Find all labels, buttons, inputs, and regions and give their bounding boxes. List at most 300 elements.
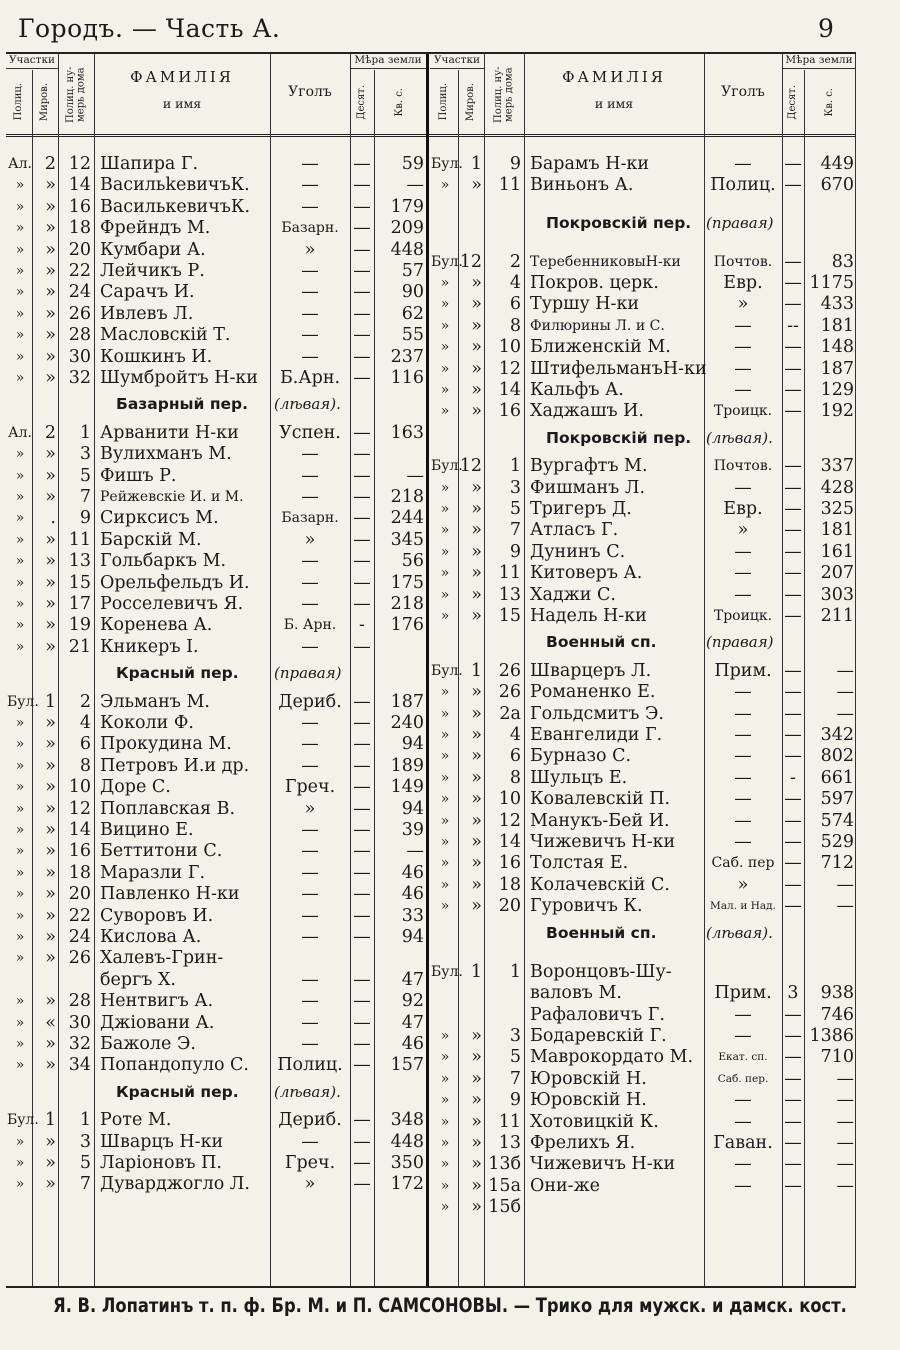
police-district: » <box>15 531 25 548</box>
square-sazhen: 92 <box>401 991 424 1012</box>
owner-name: Хотовицкій К. <box>530 1111 659 1132</box>
table-row <box>6 811 856 832</box>
mera-rule-right <box>782 68 856 69</box>
table-row <box>6 1090 856 1111</box>
owner-name: Дунинъ С. <box>530 541 626 562</box>
square-sazhen: — <box>836 682 854 703</box>
police-district: » <box>440 705 450 722</box>
corner-street: » <box>737 520 749 541</box>
owner-name: Сирксисъ М. <box>100 508 219 529</box>
magistrate-district: » <box>471 294 482 315</box>
square-sazhen: 94 <box>401 734 424 755</box>
magistrate-district: » <box>45 487 56 507</box>
table-row <box>6 359 856 380</box>
house-number: 2 <box>509 251 521 272</box>
table-row <box>6 606 856 627</box>
desyatina: — <box>784 251 802 272</box>
desyatina: — <box>353 1110 371 1131</box>
magistrate-district: 1 <box>470 961 482 982</box>
corner-street: Евр. <box>723 273 763 293</box>
table-row <box>6 542 856 563</box>
house-number: 6 <box>509 294 521 315</box>
square-sazhen: 55 <box>401 325 424 346</box>
table-row <box>6 875 856 896</box>
corner-street: Прим. <box>714 660 772 681</box>
square-sazhen: 303 <box>820 584 854 605</box>
square-sazhen: 345 <box>390 529 424 550</box>
corner-street: — <box>734 541 752 562</box>
owner-name: Ларіоновъ П. <box>100 1153 222 1173</box>
corner-street: — <box>301 927 319 947</box>
corner-street: — <box>734 1111 752 1132</box>
desyatina: — <box>353 239 371 260</box>
table-row <box>6 661 856 682</box>
square-sazhen: 325 <box>820 499 854 519</box>
square-sazhen: 448 <box>390 1131 424 1152</box>
desyatina: — <box>784 1068 802 1089</box>
house-number: 7 <box>509 1068 521 1089</box>
corner-street: — <box>734 477 752 498</box>
table-row <box>6 563 856 584</box>
magistrate-district: 1 <box>470 154 482 174</box>
police-district: » <box>15 1014 25 1031</box>
desyatina: — <box>353 175 371 196</box>
magistrate-district: 1 <box>44 1110 56 1131</box>
police-district: » <box>15 220 25 237</box>
magistrate-district: » <box>45 465 56 486</box>
house-number: 7 <box>79 487 91 507</box>
table-row <box>6 896 856 917</box>
magistrate-district: » <box>471 1025 482 1046</box>
house-number: 9 <box>79 508 91 529</box>
street-side: (правая) <box>706 213 774 232</box>
owner-name: Коренева А. <box>100 615 213 636</box>
magistrate-district: » <box>471 1047 482 1068</box>
police-district: » <box>15 736 25 753</box>
owner-name: Хаджи С. <box>530 584 616 605</box>
square-sazhen: — <box>406 841 424 862</box>
col-desyat-right: Десят. <box>786 84 798 120</box>
police-district: » <box>15 864 25 881</box>
square-sazhen: 47 <box>401 969 424 990</box>
police-district: » <box>15 907 25 924</box>
owner-name: Рафаловичъ Г. <box>530 1004 665 1025</box>
magistrate-district: » <box>471 832 482 852</box>
square-sazhen: 209 <box>390 218 424 239</box>
square-sazhen: 710 <box>820 1047 854 1068</box>
owner-name: Росселевичъ Я. <box>100 594 244 614</box>
police-district: Ал. <box>8 156 32 172</box>
corner-street: — <box>734 563 752 584</box>
square-sazhen: — <box>836 1068 854 1089</box>
corner-street: — <box>734 1154 752 1175</box>
desyatina: — <box>784 380 802 400</box>
magistrate-district: » <box>45 948 56 969</box>
col-mirov-left: Миров. <box>38 82 50 122</box>
owner-name: Гольбаркъ М. <box>100 551 227 572</box>
desyatina: — <box>353 196 371 217</box>
square-sazhen: 187 <box>820 358 854 379</box>
desyatina: — <box>784 337 802 358</box>
police-district: » <box>15 510 25 527</box>
corner-street: » <box>304 529 316 550</box>
police-district: Ал. <box>8 424 32 441</box>
police-district: Бул. <box>431 253 463 270</box>
house-number: 14 <box>68 175 91 196</box>
owner-name: Филюрины Л. и С. <box>530 317 665 334</box>
desyatina: — <box>353 487 371 507</box>
police-district: » <box>440 608 450 624</box>
house-number: 20 <box>68 884 91 905</box>
owner-name: Джіовани А. <box>100 1012 215 1033</box>
house-number: 6 <box>79 734 91 755</box>
corner-street: — <box>301 196 319 217</box>
footer-advertisement: Я. В. Лопатинъ т. п. ф. Бр. М. и П. САМСОНОВЫ. — Трико для мужск. и дамск. кост. <box>53 1294 847 1317</box>
owner-name: Фрелихъ Я. <box>530 1132 636 1153</box>
magistrate-district: » <box>471 725 482 745</box>
house-number: 9 <box>509 541 521 562</box>
corner-street: Успен. <box>279 422 341 443</box>
magistrate-district: 1 <box>470 660 482 681</box>
house-number: 1 <box>79 422 91 443</box>
desyatina: — <box>784 273 802 293</box>
desyatina: — <box>784 703 802 724</box>
magistrate-district: » <box>45 636 56 657</box>
owner-name: Петровъ И.и др. <box>100 755 250 776</box>
desyatina: — <box>784 1132 802 1153</box>
magistrate-district: » <box>471 703 482 724</box>
corner-street: — <box>301 551 319 572</box>
square-sazhen: 597 <box>820 789 854 810</box>
desyatina: — <box>784 563 802 584</box>
street-section-heading <box>6 922 856 944</box>
house-number: 13 <box>498 584 521 605</box>
magistrate-district: » <box>45 777 56 798</box>
desyatina: — <box>353 927 371 947</box>
square-sazhen: — <box>836 1132 854 1153</box>
square-sazhen: 179 <box>390 196 424 217</box>
corner-street: Б.Арн. <box>279 368 341 388</box>
police-district: » <box>440 855 450 872</box>
house-number: 21 <box>68 636 91 657</box>
owner-name: Атласъ Г. <box>530 520 619 541</box>
police-district: » <box>15 370 25 386</box>
square-sazhen: 56 <box>401 551 424 572</box>
square-sazhen: 350 <box>390 1153 424 1173</box>
desyatina: — <box>784 853 802 874</box>
corner-street: — <box>301 1034 319 1054</box>
police-district: » <box>15 446 25 463</box>
magistrate-district: » <box>471 477 482 498</box>
desyatina: — <box>784 832 802 852</box>
table-row <box>6 585 856 606</box>
col-imya-left: и имя <box>162 96 202 112</box>
desyatina: -- <box>787 315 799 336</box>
corner-street: » <box>304 1174 316 1195</box>
desyatina: — <box>784 1154 802 1175</box>
desyatina: — <box>784 584 802 605</box>
corner-street: — <box>734 1175 752 1196</box>
desyatina: — <box>353 734 371 755</box>
police-district: » <box>440 586 450 603</box>
desyatina: — <box>353 346 371 367</box>
house-number: 10 <box>68 777 91 798</box>
square-sazhen: 57 <box>401 261 424 281</box>
magistrate-district: » <box>45 798 56 819</box>
table-row <box>6 294 856 315</box>
owner-name: Роте М. <box>100 1110 172 1131</box>
corner-street: — <box>734 315 752 336</box>
house-number: 8 <box>509 315 521 336</box>
square-sazhen: 218 <box>390 487 424 507</box>
police-district: » <box>15 757 25 774</box>
owner-name: Гольдсмитъ Э. <box>530 703 664 724</box>
owner-name: Они-же <box>530 1175 601 1196</box>
desyatina: — <box>353 551 371 572</box>
table-row <box>6 768 856 789</box>
magistrate-district: 2 <box>44 154 56 174</box>
desyatina: — <box>353 261 371 281</box>
desyatina: - <box>790 767 796 788</box>
desyatina: — <box>784 1090 802 1111</box>
magistrate-district: » <box>45 991 56 1012</box>
magistrate-district: » <box>45 368 56 388</box>
owner-name: Китоверъ А. <box>530 563 643 584</box>
square-sazhen: — <box>836 1154 854 1175</box>
desyatina: — <box>784 789 802 810</box>
magistrate-district: » <box>45 1174 56 1195</box>
corner-street: — <box>734 154 752 174</box>
square-sazhen: 148 <box>820 337 854 358</box>
owner-name: Дуварджогло Л. <box>100 1174 250 1195</box>
square-sazhen: 47 <box>401 1012 424 1033</box>
street-name: Красный пер. <box>116 664 239 683</box>
corner-street: — <box>734 358 752 379</box>
square-sazhen: 46 <box>401 884 424 905</box>
table-row <box>6 1026 856 1047</box>
magistrate-district: 1 <box>44 691 56 712</box>
table-row <box>6 316 856 337</box>
house-number: 5 <box>79 465 91 486</box>
corner-street: — <box>301 594 319 614</box>
col-mera-right: Мѣра земли <box>785 54 853 67</box>
house-number: 13б <box>488 1154 521 1175</box>
desyatina: — <box>353 905 371 926</box>
owner-name: Попандопуло С. <box>100 1055 249 1076</box>
col-desyat-left: Десят. <box>355 84 367 120</box>
square-sazhen: 433 <box>820 294 854 315</box>
magistrate-district: » <box>45 884 56 905</box>
corner-street: — <box>301 1012 319 1033</box>
corner-street: — <box>301 465 319 486</box>
house-number: 16 <box>498 853 521 874</box>
col-imya-right: и имя <box>594 96 634 112</box>
table-row <box>6 704 856 725</box>
table-row <box>6 380 856 401</box>
police-district: » <box>15 327 25 344</box>
square-sazhen: 94 <box>401 927 424 947</box>
house-number: 15 <box>68 572 91 593</box>
owner-name: Покров. церк. <box>530 273 659 293</box>
street-side: (правая) <box>274 664 342 683</box>
table-row <box>6 789 856 810</box>
uchastki-rule-left <box>6 68 58 69</box>
table-row <box>6 252 856 273</box>
police-district: » <box>15 886 25 903</box>
owner-name: Кошкинъ И. <box>100 346 213 367</box>
house-number: 4 <box>509 725 521 745</box>
police-district: » <box>15 617 25 634</box>
police-district: » <box>440 684 450 701</box>
police-district: » <box>15 1155 25 1171</box>
owner-name: Вулихманъ М. <box>100 444 232 465</box>
owner-name: Беттитони С. <box>100 841 223 862</box>
owner-name: бергъ Х. <box>100 969 176 990</box>
magistrate-district: » <box>471 584 482 605</box>
police-district: » <box>440 748 450 765</box>
table-row <box>6 983 856 1004</box>
corner-street: — <box>734 337 752 358</box>
house-number: 34 <box>68 1055 91 1076</box>
owner-name: Колачевскій С. <box>530 874 670 895</box>
col-ugol-left: Уголъ <box>288 84 332 101</box>
house-number: 3 <box>509 477 521 498</box>
magistrate-district: » <box>45 841 56 862</box>
desyatina: — <box>784 660 802 681</box>
magistrate-district: » <box>45 551 56 572</box>
police-district: » <box>15 553 25 570</box>
owner-name: Арванити Н-ки <box>100 422 239 443</box>
square-sazhen: 448 <box>390 239 424 260</box>
police-district: » <box>440 275 450 291</box>
magistrate-district: » <box>45 1034 56 1054</box>
owner-name: Ближенскій М. <box>530 337 671 358</box>
owner-name: Чижевичъ Н-ки <box>530 832 676 852</box>
square-sazhen: 176 <box>390 615 424 636</box>
magistrate-district: » <box>45 615 56 636</box>
desyatina: — <box>784 1004 802 1025</box>
police-district: » <box>440 543 450 560</box>
police-district: » <box>15 929 25 945</box>
owner-name: Бодаревскій Г. <box>530 1025 667 1046</box>
owner-name: Шапира Г. <box>100 154 199 174</box>
magistrate-district: » <box>45 594 56 614</box>
magistrate-district: » <box>471 896 482 917</box>
corner-street: Саб. пер <box>711 855 775 872</box>
magistrate-district: » <box>471 1175 482 1196</box>
police-district: » <box>440 876 450 893</box>
square-sazhen: — <box>836 1111 854 1132</box>
owner-name: Маразли Г. <box>100 862 206 883</box>
corner-street: — <box>734 767 752 788</box>
corner-street: — <box>734 703 752 724</box>
corner-street: — <box>734 832 752 852</box>
corner-street: Б. Арн. <box>283 617 337 634</box>
police-district: » <box>15 198 25 215</box>
owner-name: Шумбройтъ Н-ки <box>100 368 258 388</box>
magistrate-district: » <box>45 261 56 281</box>
square-sazhen: 187 <box>390 691 424 712</box>
magistrate-district: » <box>471 380 482 400</box>
corner-street: » <box>304 798 316 819</box>
square-sazhen: — <box>836 660 854 681</box>
square-sazhen: 39 <box>401 820 424 840</box>
desyatina: — <box>784 874 802 895</box>
desyatina: — <box>784 1111 802 1132</box>
desyatina: — <box>353 1131 371 1152</box>
square-sazhen: 181 <box>820 520 854 541</box>
police-district: » <box>440 403 450 420</box>
square-sazhen: — <box>406 175 424 196</box>
street-side: (лѣвая). <box>274 395 341 414</box>
square-sazhen: — <box>836 896 854 917</box>
magistrate-district: » <box>471 874 482 895</box>
house-number: 18 <box>68 218 91 239</box>
police-district: Бул. <box>431 458 463 475</box>
house-number: 30 <box>68 346 91 367</box>
corner-street: — <box>301 636 319 657</box>
corner-street: Базарн. <box>281 220 339 237</box>
magistrate-district: » <box>45 239 56 260</box>
house-number: 13 <box>68 551 91 572</box>
square-sazhen: 192 <box>820 401 854 422</box>
desyatina: — <box>784 358 802 379</box>
desyatina: — <box>353 969 371 990</box>
owner-name: Павленко Н-ки <box>100 884 240 905</box>
col-familia-left: ФАМИЛІЯ <box>130 67 234 86</box>
police-district: Бул. <box>431 963 463 980</box>
square-sazhen: 337 <box>820 456 854 477</box>
magistrate-district: » <box>471 1068 482 1089</box>
police-district: » <box>440 898 450 915</box>
desyatina: — <box>353 218 371 239</box>
house-number: 26 <box>68 948 91 969</box>
desyatina: — <box>784 746 802 767</box>
owner-name: Сарачъ И. <box>100 282 195 303</box>
police-district: » <box>440 1070 450 1087</box>
square-sazhen: 529 <box>820 832 854 852</box>
square-sazhen: 90 <box>401 282 424 303</box>
corner-street: Прим. <box>714 983 772 1004</box>
table-row <box>6 1047 856 1068</box>
desyatina: — <box>353 991 371 1012</box>
owner-name: Шварцъ Н-ки <box>100 1131 224 1152</box>
magistrate-district: » <box>471 789 482 810</box>
magistrate-district: » <box>471 337 482 358</box>
page-title: Городъ. — Часть А. <box>18 14 281 43</box>
house-number: 3 <box>79 444 91 465</box>
header-rule <box>6 134 856 137</box>
corner-street: » <box>737 874 749 895</box>
owner-name: ВасилькевичъК. <box>100 196 251 217</box>
house-number: 15а <box>488 1175 521 1196</box>
house-number: 14 <box>498 832 521 852</box>
desyatina: — <box>784 606 802 626</box>
police-district: » <box>440 1027 450 1044</box>
square-sazhen: 129 <box>820 380 854 400</box>
police-district: » <box>440 317 450 334</box>
corner-street: — <box>301 969 319 990</box>
page-number: 9 <box>818 14 834 43</box>
corner-street: — <box>734 746 752 767</box>
house-number: 11 <box>498 175 521 196</box>
owner-name: Рейжевскіе И. и М. <box>100 489 244 505</box>
corner-street: Екат. сп. <box>718 1051 768 1064</box>
desyatina: — <box>784 1175 802 1196</box>
corner-street: — <box>301 1131 319 1152</box>
square-sazhen: 62 <box>401 303 424 324</box>
house-number: 24 <box>68 927 91 947</box>
